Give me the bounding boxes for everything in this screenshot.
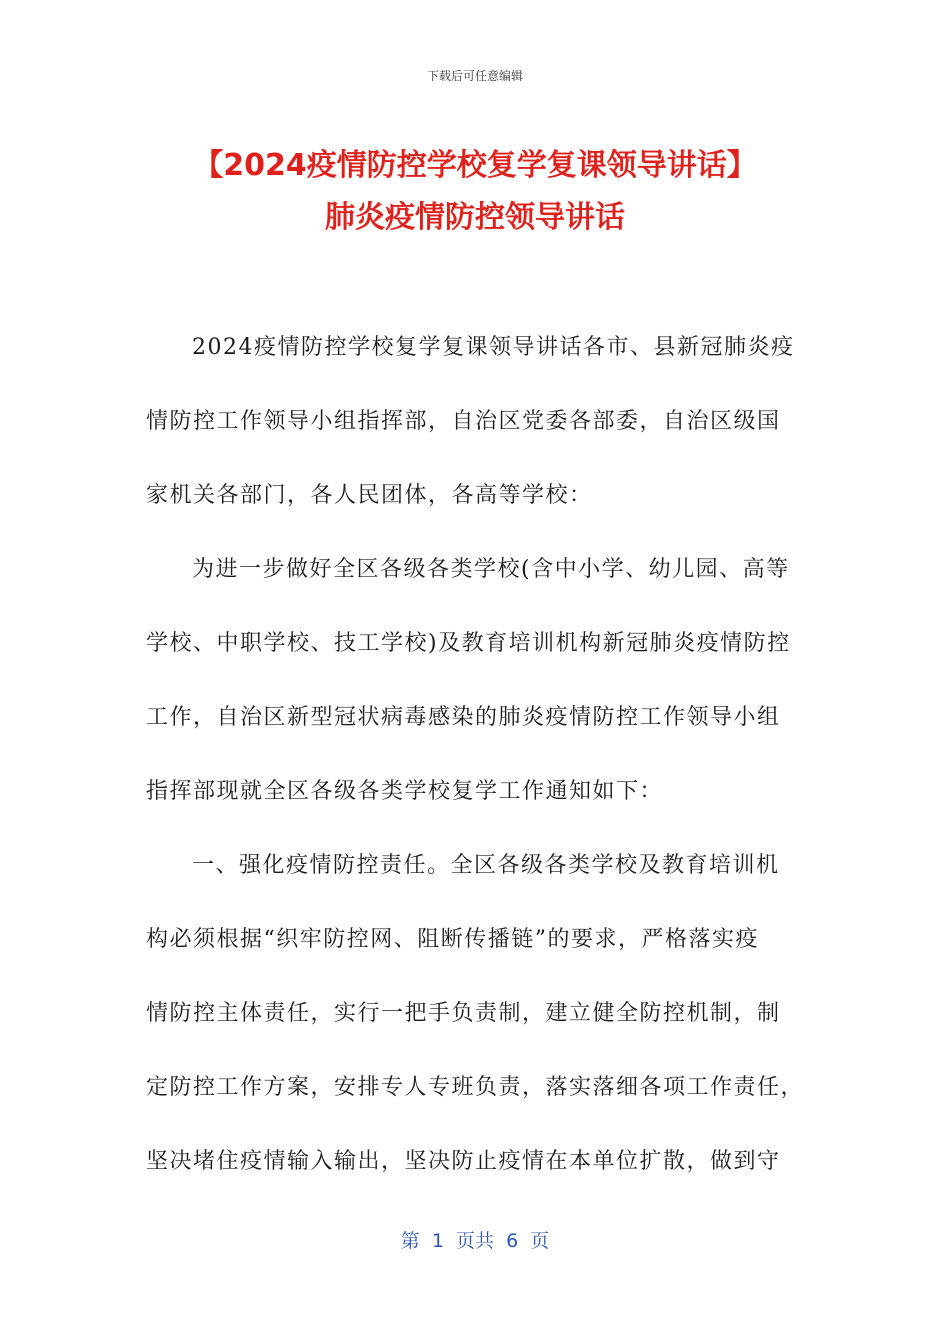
- body-line: 为进一步做好全区各级各类学校(含中小学、幼儿园、高等: [192, 557, 790, 582]
- body-line: 2024疫情防控学校复学复课领导讲话各市、县新冠肺炎疫: [192, 335, 795, 360]
- body-line: 情防控工作领导小组指挥部，自治区党委各部委，自治区级国: [146, 409, 781, 434]
- body-line: 构必须根据“织牢防控网、阻断传播链”的要求，严格落实疫: [146, 927, 759, 952]
- document-body: [146, 328, 806, 1216]
- body-line: 情防控主体责任，实行一把手负责制，建立健全防控机制，制: [146, 1001, 781, 1026]
- body-line: 一、强化疫情防控责任。全区各级各类学校及教育培训机: [192, 853, 780, 878]
- page-number-footer: 第 1 页共 6 页: [400, 1230, 550, 1252]
- title-line-2: 肺炎疫情防控领导讲话: [325, 200, 625, 235]
- header-note: 下载后可任意编辑: [426, 69, 523, 83]
- body-line: 定防控工作方案，安排专人专班负责，落实落细各项工作责任，: [146, 1075, 805, 1100]
- document-title: [100, 140, 850, 244]
- body-line: 坚决堵住疫情输入输出，坚决防止疫情在本单位扩散，做到守: [146, 1149, 781, 1174]
- body-line: 工作，自治区新型冠状病毒感染的肺炎疫情防控工作领导小组: [146, 705, 781, 730]
- body-line: 学校、中职学校、技工学校)及教育培训机构新冠肺炎疫情防控: [146, 631, 791, 656]
- title-line-1: 【2024疫情防控学校复学复课领导讲话】: [193, 148, 757, 183]
- body-line: 家机关各部门，各人民团体，各高等学校：: [146, 483, 593, 508]
- body-line: 指挥部现就全区各级各类学校复学工作通知如下：: [146, 779, 664, 804]
